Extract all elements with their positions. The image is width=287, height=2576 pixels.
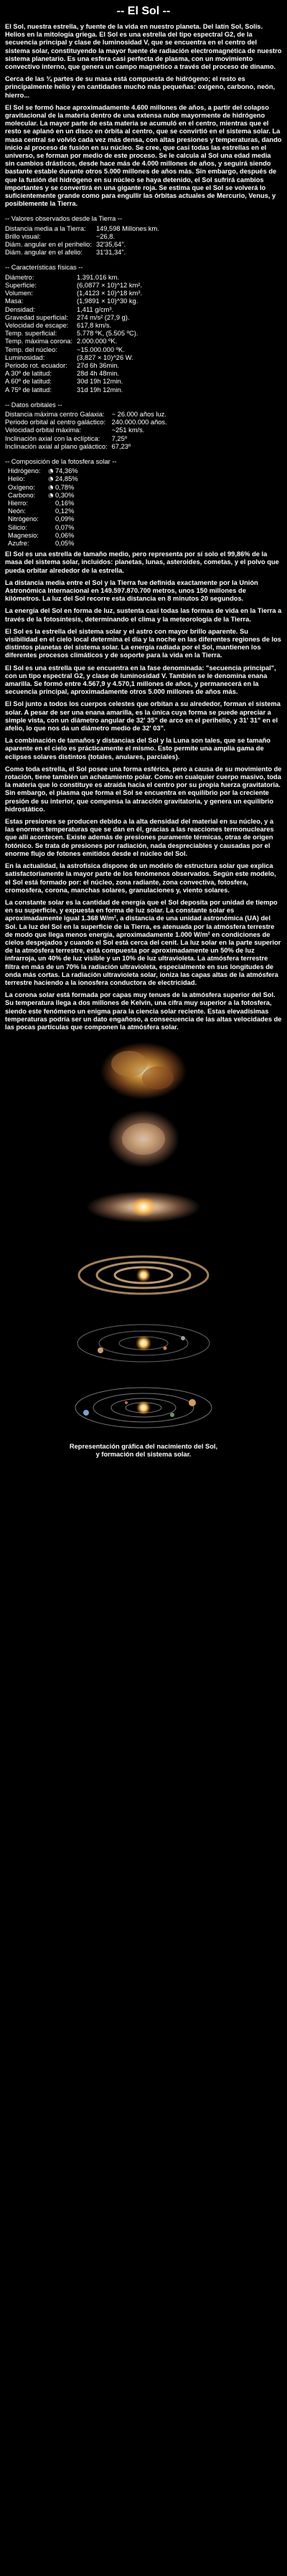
- row-value: 74,36%: [55, 467, 78, 475]
- row-label: Distancia media a la Tierra:: [5, 224, 86, 232]
- illustration-caption: [5, 1443, 282, 1459]
- caption-text: Representación gráfica del nacimiento del Sol, y formación del sistema solar.: [69, 1443, 218, 1459]
- body-paragraph: La distancia media entre el Sol y la Tierra fue definida exactamente por la Unión Astronómica Internacional en 149.597.870.700 metros, unos 150 millones de kilómetros. La luz del Sol recorre esta distancia en 8 minutos 20 segundos.: [5, 578, 258, 603]
- composition-heading: -- Composición de la fotosfera solar --: [5, 457, 117, 465]
- composition-table: [5, 467, 78, 548]
- table-row: [5, 306, 142, 314]
- row-value: 0,05%: [55, 539, 75, 547]
- row-label: Gravedad superficial:: [5, 313, 68, 321]
- row-value: 5.778 ºK, (5.505 ºC).: [77, 330, 138, 338]
- pie-icon: [48, 477, 53, 482]
- row-label: Periodo rot. ecuador:: [5, 361, 67, 369]
- body-paragraph: El Sol es una estrella que se encuentra en la fase denominada: "secuencia principal", con un tipo espectral G2, y clase de luminosidad V. También se le denomina enana amarilla. Se formó entre 4.567,9 y 4.570,1 millones de años, y permanecerá en la secuencia principal, aproximadamente otros 5.000 millones de años más.: [5, 664, 276, 696]
- solar-system-formation-illustration: [72, 1039, 215, 1440]
- table-row: [5, 233, 159, 241]
- row-value: (6,0877 × 10)^12 km².: [77, 281, 142, 289]
- row-label: Superficie:: [5, 281, 37, 289]
- collapsing-cloud-stage: [108, 1110, 179, 1168]
- row-value: (1,9891 × 10)^30 kg.: [77, 297, 138, 305]
- table-row: [5, 290, 142, 297]
- body-paragraph: El Sol es una estrella de tamaño medio, pero representa por sí solo el 99,86% de la masa del sistema solar, incluidos: planetas, lunas, asteroides, cometas, y el polvo que pueda orbitar alrededor de la estrella.: [5, 550, 279, 574]
- row-label: Silicio:: [8, 523, 27, 531]
- row-value: 31d 19h 12min.: [77, 386, 123, 393]
- solar-system-stage: [75, 1388, 212, 1428]
- accretion-rings-stage: [79, 1256, 208, 1294]
- table-row: [5, 274, 142, 282]
- table-row: [5, 484, 78, 492]
- table-row: [5, 322, 142, 330]
- row-value: 0,78%: [55, 483, 75, 491]
- row-value: 0,16%: [55, 499, 75, 507]
- body-paragraph: La corona solar está formada por capas muy tenues de la atmósfera superior del Sol. Su temperatura llega a dos millones de Kelvin, una cifra muy superior a la fotosfera, siendo este fenómeno un enigma para la ciencia solar reciente. Estas elevadísimas temperaturas podría ser un dato engañoso, a consecuencia de las altas velocidades de las pocas partículas que componen la atmósfera solar.: [5, 991, 282, 1031]
- row-value: 24,85%: [55, 475, 78, 483]
- row-value: ~251 km/s.: [111, 426, 145, 434]
- row-label: Velocidad orbital máxima:: [5, 426, 81, 434]
- row-label: Densidad:: [5, 305, 35, 313]
- physical-heading: -- Características físicas --: [5, 264, 83, 272]
- row-label: Periodo orbital al centro galáctico:: [5, 419, 106, 426]
- table-row: [5, 507, 78, 515]
- table-row: [5, 500, 78, 507]
- row-value: 0,12%: [55, 507, 75, 515]
- row-label: Nitrógeno:: [8, 515, 39, 523]
- row-value: 0,09%: [55, 515, 75, 523]
- table-row: [5, 346, 142, 354]
- row-value: 1.391.016 km.: [77, 273, 119, 281]
- row-label: Temp. máxima corona:: [5, 338, 73, 345]
- row-label: Luminosidad:: [5, 353, 45, 361]
- table-row: [5, 362, 142, 370]
- table-row: [5, 338, 142, 345]
- row-label: Diámetro:: [5, 273, 34, 281]
- table-row: [5, 540, 78, 548]
- row-label: Masa:: [5, 297, 24, 305]
- table-row: [5, 282, 142, 290]
- table-row: [5, 378, 142, 386]
- nebula-cloud-stage: [100, 1042, 187, 1099]
- row-value: 149,598 Millones km.: [95, 224, 159, 232]
- row-value: 31'31,34".: [95, 249, 126, 257]
- row-value: −26,8.: [95, 232, 116, 240]
- table-row: [5, 411, 167, 419]
- orbital-heading: -- Datos orbitales --: [5, 401, 62, 409]
- table-row: [5, 314, 142, 322]
- row-value: 1,411 g/cm³.: [77, 305, 114, 313]
- row-value: 28d 4h 48min.: [77, 370, 119, 378]
- row-value: 27d 6h 36min.: [77, 361, 119, 369]
- pie-icon: [48, 485, 53, 490]
- row-label: Temp. del núcleo:: [5, 345, 57, 353]
- row-label: Temp. superficial:: [5, 330, 57, 338]
- row-label: Velocidad de escape:: [5, 321, 69, 329]
- table-row: [5, 297, 142, 305]
- intro-paragraph: Cerca de las ¾ partes de su masa está compuesta de hidrógeno; el resto es principalmente helio y en cantidades mucho más pequeñas: oxígeno, carbono, neón, hierro...: [5, 75, 276, 99]
- pie-icon: [48, 469, 53, 474]
- observed-table: [5, 225, 159, 257]
- page-title: -- El Sol --: [116, 5, 171, 17]
- row-value: 240.000.000 años.: [111, 419, 167, 426]
- body-paragraph: El Sol junto a todos los cuerpos celestes que orbitan a su alrededor, forman el sistema solar. A pesar de ser una enana amarilla, es la única cuya forma se puede apreciar a simple vista, con un diámetro angular de 32' 35" de arco en el perihelio, y 31' 31" en el afelio, lo que nos da un diámetro medio de 32' 03".: [5, 700, 281, 733]
- row-label: Inclinación axial con la eclíptica:: [5, 434, 100, 442]
- table-row: [5, 241, 159, 249]
- row-label: Diám. angular en el perihelio:: [5, 241, 92, 249]
- row-label: Brillo visual:: [5, 232, 41, 240]
- table-row: [5, 370, 142, 378]
- row-label: Hidrógeno:: [8, 467, 41, 475]
- orbital-table: [5, 411, 167, 451]
- row-value: 274 m/s² (27,9 g).: [77, 313, 130, 321]
- table-row: [5, 354, 142, 362]
- row-value: 0,30%: [55, 491, 75, 499]
- table-row: [5, 475, 78, 483]
- row-label: Hierro:: [8, 499, 28, 507]
- row-value: ~ 26.000 años luz.: [111, 410, 166, 418]
- row-value: (3,827 × 10)^26 W.: [77, 353, 133, 361]
- row-value: 7,25º: [111, 434, 128, 442]
- row-value: 617,8 km/s.: [77, 321, 112, 329]
- table-row: [5, 225, 159, 233]
- table-row: [5, 419, 167, 426]
- row-label: Carbono:: [8, 491, 36, 499]
- row-value: 32'35,64".: [95, 241, 126, 249]
- observed-heading: -- Valores observados desde la Tierra --: [5, 215, 123, 223]
- row-value: 2.000.000 ºK.: [77, 338, 118, 345]
- table-row: [5, 435, 167, 443]
- table-row: [5, 515, 78, 523]
- body-paragraph: Como toda estrella, el Sol posee una forma esférica, pero a causa de su movimiento de rotación, tiene también un achatamiento polar. Como en cualquier cuerpo masivo, toda la materia que lo constituye es atraída hacia el centro por su propia fuerza gravitatoria. Sin embargo, el plasma que forma el Sol se encuentra en equilibrio por la creciente presión de su interior, que compensa la atracción gravitatoria, y genera un equilibrio hidrostático.: [5, 765, 282, 813]
- body-paragraph: La energía del Sol en forma de luz, sustenta casi todas las formas de vida en la Tierra a través de la fotosíntesis, determinando el clima y la meteorología de la Tierra.: [5, 607, 282, 623]
- table-row: [5, 524, 78, 532]
- body-paragraph: La constante solar es la cantidad de energía que el Sol deposita por unidad de tiempo en su superficie, y expuesta en forma de luz solar. La constante solar es aproximadamente igual 1.368 W/m², a distancia de una unidad astronómica (UA) del Sol. La luz del Sol en la superficie de la Tierra, es atenuada por la atmósfera terrestre de modo que llega menos energía, aproximadamente 1.000 W/m² en condiciones de cielos despejados y cuando el Sol está cerca del cenit. La luz solar en la parte superior de la atmósfera terrestre, está compuesta por aproximadamente un 50% de luz infrarroja, un 40% de luz visible y un 10% de luz ultravioleta. La atmósfera terrestre filtra en más de un 70% la radiación ultravioleta, especialmente en sus longitudes de onda más cortas. La radiación ultravioleta solar, ioniza las capas altas de la atmósfera terrestre haciendo a la ionosfera conductora de electricidad.: [5, 898, 281, 986]
- table-row: [5, 249, 159, 257]
- body-paragraph: La combinación de tamaños y distancias del Sol y la Luna son tales, que se tamaño aparente en el cielo es prácticamente el mismo. Esto permite una amplia gama de eclipses solares distintos (totales, anulares, parciales).: [5, 737, 270, 760]
- row-label: A 60º de latitud:: [5, 378, 52, 386]
- table-row: [5, 492, 78, 500]
- physical-table: [5, 274, 142, 394]
- row-label: Inclinación axial al plano galáctico:: [5, 442, 108, 450]
- table-row: [5, 330, 142, 338]
- row-value: (1,4123 × 10)^18 km³.: [77, 290, 142, 297]
- row-value: 30d 19h 12min.: [77, 378, 123, 386]
- table-row: [5, 426, 167, 434]
- protoplanetary-disk-stage: [86, 1191, 201, 1223]
- table-row: [5, 386, 142, 394]
- row-label: Distancia máxima centro Galaxia:: [5, 410, 105, 418]
- row-label: A 75º de latitud:: [5, 386, 52, 393]
- row-value: ~15.000.000 ºK.: [77, 345, 125, 353]
- row-value: 0,06%: [55, 531, 75, 539]
- body-paragraph: Estas presiones se producen debido a la alta densidad del material en su núcleo, y a las enormes temperaturas que se dan en él, gracias a las reacciones termonucleares que allí acontecen. Existe además de presiones puramente térmicas, otras de origen fotónico. Se trata de presiones por radiación, nada despreciables y causadas por el enorme flujo de fotones emitidos desde el núcleo del Sol.: [5, 818, 274, 857]
- row-label: A 30º de latitud:: [5, 370, 52, 378]
- formation-stages-image: [72, 1039, 215, 1440]
- table-row: [5, 443, 167, 451]
- pie-icon: [48, 493, 53, 498]
- row-value: 67,23º: [111, 442, 131, 450]
- row-label: Volumen:: [5, 290, 33, 297]
- body-paragraph: En la actualidad, la astrofísica dispone de un modelo de estructura solar que explica satisfactoriamente la mayor parte de los fenómenos observados. Según este modelo, el Sol está formado por: el núcleo, zona radiante, zona convectiva, fotosfera, cromosfera, corona, manchas solares, granulaciones y, viento solares.: [5, 862, 276, 894]
- intro-paragraph: El Sol se formó hace aproximadamente 4.600 millones de años, a partir del colapso gravitacional de la materia dentro de una extensa nube mayormente de hidrógeno molecular. La mayor parte de esta materia se acumuló en el centro, mientras que el resto se aplanó en un disco en órbita al centro, que se convirtió en el sistema solar. La masa central se volvió cada vez más densa, con altas presiones y temperaturas, dando inicio al proceso de fusión en su núcleo. Se cree, que casi todas las estrellas en el universo, se forman por medio de este proceso. Se le calcula al Sol una edad media sin cambios drásticos, desde hace más de 4.000 millones de años, y seguirá siendo bastante estable durante otros 5.000 millones de años más. Sin embargo, después de que la fusión del hidrógeno en su núcleo se haya detenido, el Sol sufrirá cambios importantes y se convertirá en una gigante roja. Se estima que el Sol se volverá lo suficientemente grande como para engullir las órbitas actuales de Mercurio, Venus, y posiblemente la Tierra.: [5, 103, 282, 208]
- row-label: Neón:: [8, 507, 26, 515]
- body-paragraph: El Sol es la estrella del sistema solar y el astro con mayor brillo aparente. Su visibilidad en el cielo local determina el día y la noche en las diferentes regiones de los distintos planetas del sistema solar. La energía radiada por el Sol, mantienen los diferentes procesos climáticos y de soporte para la vida en la Tierra.: [5, 627, 281, 659]
- row-label: Oxígeno:: [8, 483, 35, 491]
- row-value: 0,07%: [55, 523, 75, 531]
- row-label: Diám. angular en el afelio:: [5, 249, 83, 257]
- row-label: Azufre:: [8, 539, 29, 547]
- table-row: [5, 467, 78, 475]
- planets-forming-stage: [77, 1325, 210, 1362]
- intro-paragraph: El Sol, nuestra estrella, y fuente de la vida en nuestro planeta. Del latín Sol, Solis. Helios en la mitología griega. El Sol es una estrella del tipo espectral G2, de la secuencia principal y clase de luminosidad V, que se encuentra en el centro del sistema solar, constituyendo la mayor fuente de radiación electromagnética de nuestro sistema planetario. Es una esfera casi perfecta de plasma, con un movimiento convectivo interno, que genera un campo magnético a través del proceso de dínamo.: [5, 23, 282, 71]
- row-label: Helio:: [8, 475, 25, 483]
- table-row: [5, 532, 78, 540]
- row-label: Magnesio:: [8, 531, 39, 539]
